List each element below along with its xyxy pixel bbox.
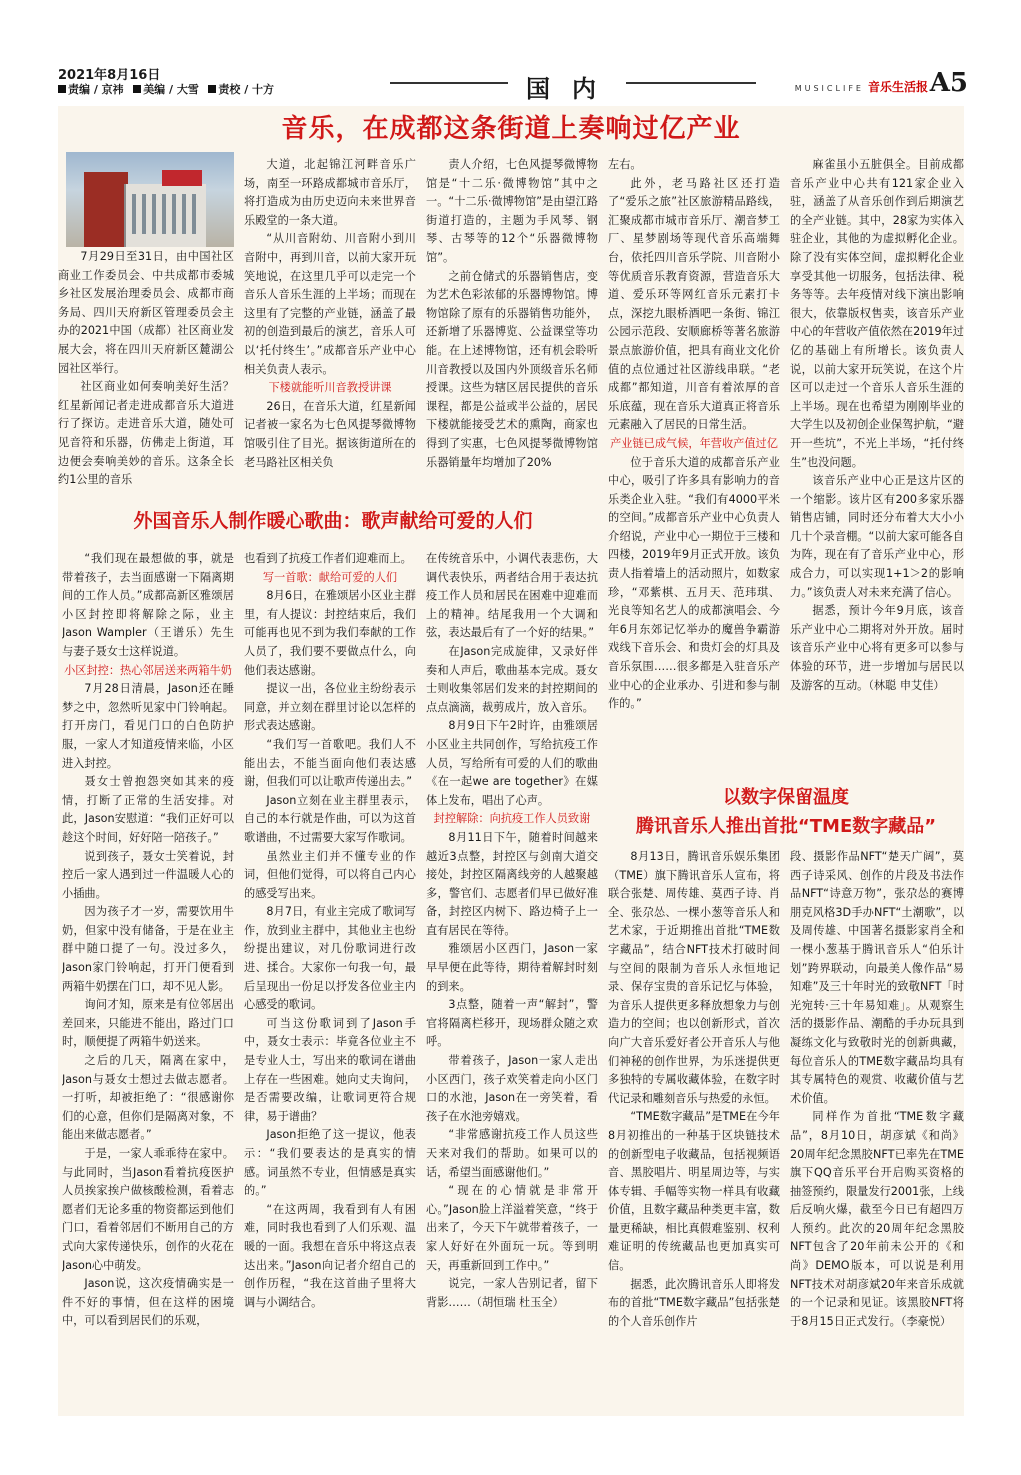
page-number: A5	[929, 68, 968, 98]
section-name: 国内	[526, 74, 618, 103]
header-rule-right	[626, 82, 756, 84]
article2-column-1: “我们现在最想做的事，就是带着孩子，去当面感谢一下隔离期间的工作人员。”成都高新区雅颂居小区封控即将解除之际，业主Jason Wampler（王谱乐）先生与妻子聂女士这样说道。 小区封控：热心邻居送来两箱牛奶 7月28日清晨，Jason还在睡梦之中，忽然听见家中门铃响起。打开房门，看见门口的白色防护服，一家人才知道疫情来临，小区进入封控。 聂女士曾抱怨突如其来的疫情，打断了正常的生活安排。对此，Jason安慰道：“我们正好可以趁这个时间，好好陪一陪孩子。” 说到孩子，聂女士笑着说，封控后一家人遇到过一件温暖人心的小插曲。 因为孩子才一岁，需要饮用牛奶，但家中没有储备，于是在业主群中随口提了一句。没过多久，Jason家门铃响起，打开门便看到两箱牛奶摆在门口，却不见人影。 询问才知，原来是有位邻居出差回来，只能进不能出，路过门口时，顺便提了两箱牛奶送来。 之后的几天，隔离在家中，Jason与聂女士想过去做志愿者。一打听，却被拒绝了：“很感谢你们的心意，但你们是隔离对象，不能出来做志愿者。” 于是，一家人乖乖待在家中。与此同时，当Jason看着抗疫医护人员挨家挨户做核酸检测，看着志愿者们无论多重的物资都运到他们门口，看着邻居们不断用自己的方式向大家传递快乐，创作的火花在Jason心中萌发。 Jason说，这次疫情确实是一件不好的事情，但在这样的困境中，可以看到居民们的乐观，	[62, 552, 234, 1328]
header-rule-left	[390, 82, 508, 84]
newspaper-name: MUSICLIFE 音乐生活报	[794, 80, 928, 94]
article1-title: 音乐，在成都这条街道上奏响过亿产业	[281, 114, 741, 144]
article1-subhead-1: 下楼就能听川音教授讲课	[268, 381, 392, 395]
article3-title	[608, 783, 964, 841]
article1-column-4: 左右。 此外，老马路社区还打造了“爱乐之旅”社区旅游精品路线，汇聚成都市城市音乐厅、潮音梦工厂、星梦剧场等现代音乐高端舞台，依托四川音乐学院、川音附小等优质音乐教育资源，营造音乐大道、爱乐环等网红音乐元素打卡点，深挖九眼桥酒吧一条街、锦江公园示范段、安顺廊桥等著名旅游景点旅游价值，把具有商业文化价值的点位通过社区游线串联。“老成都”都知道，川音有着浓厚的音乐底蕴，现在音乐大道真正将音乐元素融入了居民的日常生活。 产业链已成气候，年营收产值过亿 位于音乐大道的成都音乐产业中心，吸引了许多具有影响力的音乐类企业入驻。“我们有4000平米的空间。”成都音乐产业中心负责人介绍说，产业中心一期位于三楼和四楼，2019年9月正式开放。该负责人指着墙上的活动照片，如数家珍，“邓紫棋、五月天、范玮琪、光良等知名艺人的成都演唱会、今年6月东郊记忆举办的魔兽争霸游戏线下音乐会、和贵灯会的灯具及音乐氛围……很多都是入驻音乐产业中心的企业承办、引进和参与制作的。”	[608, 158, 780, 711]
article1-subhead-2: 产业链已成气候，年营收产值过亿	[610, 436, 778, 450]
page-header	[58, 64, 968, 102]
article1-column-3: 责人介绍，七色风提琴微博物馆是“十二乐·微博物馆”其中之一。“十二乐·微博物馆”是由望江路街道打造的，主题为手风琴、钢琴、古琴等的12个“乐器微博物馆”。 之前仓储式的乐器销售店，变为艺术色彩浓郁的乐器博物馆。博物馆除了原有的乐器销售功能外，还新增了乐器博览、公益课堂等功能。在上述博物馆，还有机会聆听川音教授以及国内外顶级音乐名师授课。这些为辖区居民提供的音乐课程，都是公益或半公益的，居民下楼就能接受艺术的熏陶，商家也得到了实惠，七色风提琴微博物馆乐器销量年均增加了20%	[426, 158, 598, 469]
article3-column-1: 8月13日，腾讯音乐娱乐集团（TME）旗下腾讯音乐人宣布，将联合张楚、周传雄、莫西子诗、肖全、张尕怂、一棵小葱等音乐人和艺术家，于近期推出首批“TME数字藏品”，结合NFT技术打破时间与空间的限制为音乐人永恒地记录、保存宝贵的音乐记忆与体验，为音乐人提供更多释放想象力与创造力的空间；也以创新形式，首次向广大音乐爱好者公开音乐人与他们神秘的创作世界，为乐迷提供更多独特的专属收藏体验，在数字时代记录和雕刻音乐与热爱的永恒。 “TME数字藏品”是TME在今年8月初推出的一种基于区块链技术的创新型电子收藏品，包括视频语音、黑胶唱片、明星周边等，与实体专辑、手幅等实物一样具有收藏价值，且数字藏品种类更丰富，数量更稀缺，相比真假难鉴别、权利难证明的传统藏品也更加真实可信。 据悉，此次腾讯音乐人即将发布的首批“TME数字藏品”包括张楚的个人音乐创作片	[608, 850, 780, 1328]
article1-column-1: 7月29日至31日，由中国社区商业工作委员会、中共成都市委城乡社区发展治理委员会、成都市商务局、四川天府新区管理委员会主办的2021中国（成都）社区商业发展大会，将在四川天府新区麓湖公园社区举行。 社区商业如何奏响美好生活？红星新闻记者走进成都音乐大道进行了探访。走进音乐大道，随处可见音符和乐器，仿佛走上街道，耳边便会奏响美妙的音乐。这条全长约1公里的音乐	[58, 250, 234, 487]
editor-credit: 责编 / 京祎	[58, 83, 124, 96]
editor-credits	[58, 81, 280, 97]
article2-title: 外国音乐人制作暖心歌曲：歌声献给可爱的人们	[133, 510, 533, 532]
article3-column-2: 段、摄影作品NFT“楚天广阔”，莫西子诗采风、创作的片段及书法作品NFT“诗意万物”，张尕怂的赛博朋克风格3D手办NFT“土潮歌”，以及周传雄、中国著名摄影家肖全和一棵小葱基于腾讯音乐人“伯乐计划”跨界联动，向最美人像作品“易知难”及三十年时光的致敬NFT「时光宛转·三十年易知难」。从观察生活的摄影作品、潮酷的手办玩具到凝练文化与致敬时光的创新典藏，每位音乐人的TME数字藏品均具有其专属特色的观赏、收藏价值与艺术价值。 同样作为首批“TME数字藏品”，8月10日，胡彦斌《和尚》20周年纪念黑胶NFT已率先在TME旗下QQ音乐平台开启购买资格的抽签预约，限量发行2001张，上线后反响火爆，截至今日已有超四万人预约。此次的20周年纪念黑胶NFT包含了20年前未公开的《和尚》DEMO版本，可以说是利用NFT技术对胡彦斌20年来音乐成就的一个记录和见证。该黑胶NFT将于8月15日正式发行。（李豪悦）	[790, 850, 964, 1328]
article2-column-3: 在传统音乐中，小调代表悲伤，大调代表快乐，两者结合用于表达抗疫工作人员和居民在困难中迎难而上的精神。结尾我用一个大调和弦，表达最后有了一个好的结果。” 在Jason完成旋律，又录好伴奏和人声后，歌曲基本完成。聂女士则收集邻居们发来的封控期间的点点滴滴，裁剪成片，放入音乐。 8月9日下午2时许，由雅颂居小区业主共同创作，写给抗疫工作人员，写给所有可爱的人们的歌曲《在一起we are together》在媒体上发布，唱出了心声。 封控解除：向抗疫工作人员致谢 8月11日下午，随着时间越来越近3点整，封控区与剑南大道交接处，封控区隔离线旁的人越聚越多，警官们、志愿者们早已做好准备，封控区内树下、路边椅子上一直有居民在等待。 雅颂居小区西门，Jason一家早早便在此等待，期待着解封时刻的到来。 3点整，随着一声“解封”，警官将隔离栏移开，现场群众随之欢呼。 带着孩子，Jason一家人走出小区西门，孩子欢笑着走向小区门口的水池，Jason在一旁笑着，看孩子在水池旁嬉戏。 “非常感谢抗疫工作人员这些天来对我们的帮助。如果可以的话，希望当面感谢他们。” “现在的心情就是非常开心。”Jason脸上洋溢着笑意，“终于出来了，今天下午就带着孩子，一家人好好在外面玩一玩。等到明天，再重新回到工作中。” 说完，一家人告别记者，留下背影……（胡恒瑞 杜玉全）	[426, 552, 598, 1309]
music-building-photo	[66, 152, 234, 247]
article1-column-5: 麻雀虽小五脏俱全。目前成都音乐产业中心共有121家企业入驻，涵盖了从音乐创作到后期演艺的全产业链。其中，28家为实体入驻企业，其他的为虚拟孵化企业。除了没有实体空间，虚拟孵化企业享受其他一切服务，包括法律、税务等等。去年疫情对线下演出影响很大，依靠版权售卖，该音乐产业中心的年营收产值依然在2019年过亿的基础上有所增长。该负责人说，以前大家开玩笑说，在这个片区可以走过一个音乐人音乐生涯的上半场。现在也希望为刚刚毕业的大学生以及初创企业保驾护航，“避开一些坑”，不光上半场，“托付终生”也没问题。 该音乐产业中心正是这片区的一个缩影。该片区有200多家乐器销售店铺，同时还分布着大大小小几十个录音棚。“以前大家可能各自为阵，现在有了音乐产业中心，形成合力，可以实现1+1＞2的影响力。”该负责人对未来充满了信心。 据悉，预计今年9月底，该音乐产业中心二期将对外开放。届时该音乐产业中心将有更多可以参与体验的环节，进一步增加与居民以及游客的互动。（林聪 申艾佳）	[790, 158, 964, 692]
article2-column-2: 也看到了抗疫工作者们迎难而上。 写一首歌：献给可爱的人们 8月6日，在雅颂居小区业主群里，有人提议：封控结束后，我们可能再也见不到为我们奉献的工作人员了，我们要不要做点什么，向他们表达感谢。 提议一出，各位业主纷纷表示同意，并立刻在群里讨论以怎样的形式表达感谢。 “我们写一首歌吧。我们人不能出去，不能当面向他们表达感谢，但我们可以让歌声传递出去。” Jason立刻在业主群里表示，自己的本行就是作曲，可以为这首歌谱曲，不过需要大家写作歌词。 虽然业主们并不懂专业的作词，但他们觉得，可以将自己内心的感受写出来。 8月7日，有业主完成了歌词写作，放到业主群中，其他业主也纷纷提出建议，对几份歌词进行改进、揉合。大家你一句我一句，最后呈现出一份足以抒发各位业主内心感受的歌词。 可当这份歌词到了Jason手中，聂女士表示：毕竟各位业主不是专业人士，写出来的歌词在谱曲上存在一些困难。她向丈夫询问，是否需要改编，让歌词更符合规律，易于谱曲？ Jason拒绝了这一提议，他表示：“我们要表达的是真实的情感。词虽然不专业，但情感是真实的。” “在这两周，我看到有人有困难，同时我也看到了人们乐观、温暖的一面。我想在音乐中将这点表达出来。”Jason向记者介绍自己的创作历程，“我在这首曲子里将大调与小调结合。	[244, 552, 416, 1309]
article2-subhead-3: 封控解除：向抗疫工作人员致谢	[433, 812, 591, 826]
article2-subhead-1: 小区封控：热心邻居送来两箱牛奶	[64, 663, 232, 677]
article3-title-line-1: 以数字保留温度	[723, 787, 849, 808]
article3-title-line-2: 腾讯音乐人推出首批“TME数字藏品”	[635, 816, 937, 837]
proofreader-credit: 责校 / 十方	[208, 83, 274, 96]
designer-credit: 美编 / 大雪	[133, 83, 199, 96]
article2-subhead-2: 写一首歌：献给可爱的人们	[262, 570, 398, 584]
issue-date: 2021年8月16日	[58, 68, 161, 83]
article1-column-2: 大道，北起锦江河畔音乐广场，南至一环路成都城市音乐厅，将打造成为由历史迈向未来世界音乐殿堂的一条大道。 “从川音附幼、川音附小到川音附中，再到川音，以前大家开玩笑地说，在这里几乎可以走完一个音乐人音乐生涯的上半场；而现在这里有了完整的产业链，涵盖了最初的创造到最后的演艺，音乐人可以‘托付终生’。”成都音乐产业中心相关负责人表示。 下楼就能听川音教授讲课 26日，在音乐大道，红星新闻记者被一家名为七色风提琴微博物馆吸引住了目光。据该街道所在的老马路社区相关负	[244, 158, 416, 469]
